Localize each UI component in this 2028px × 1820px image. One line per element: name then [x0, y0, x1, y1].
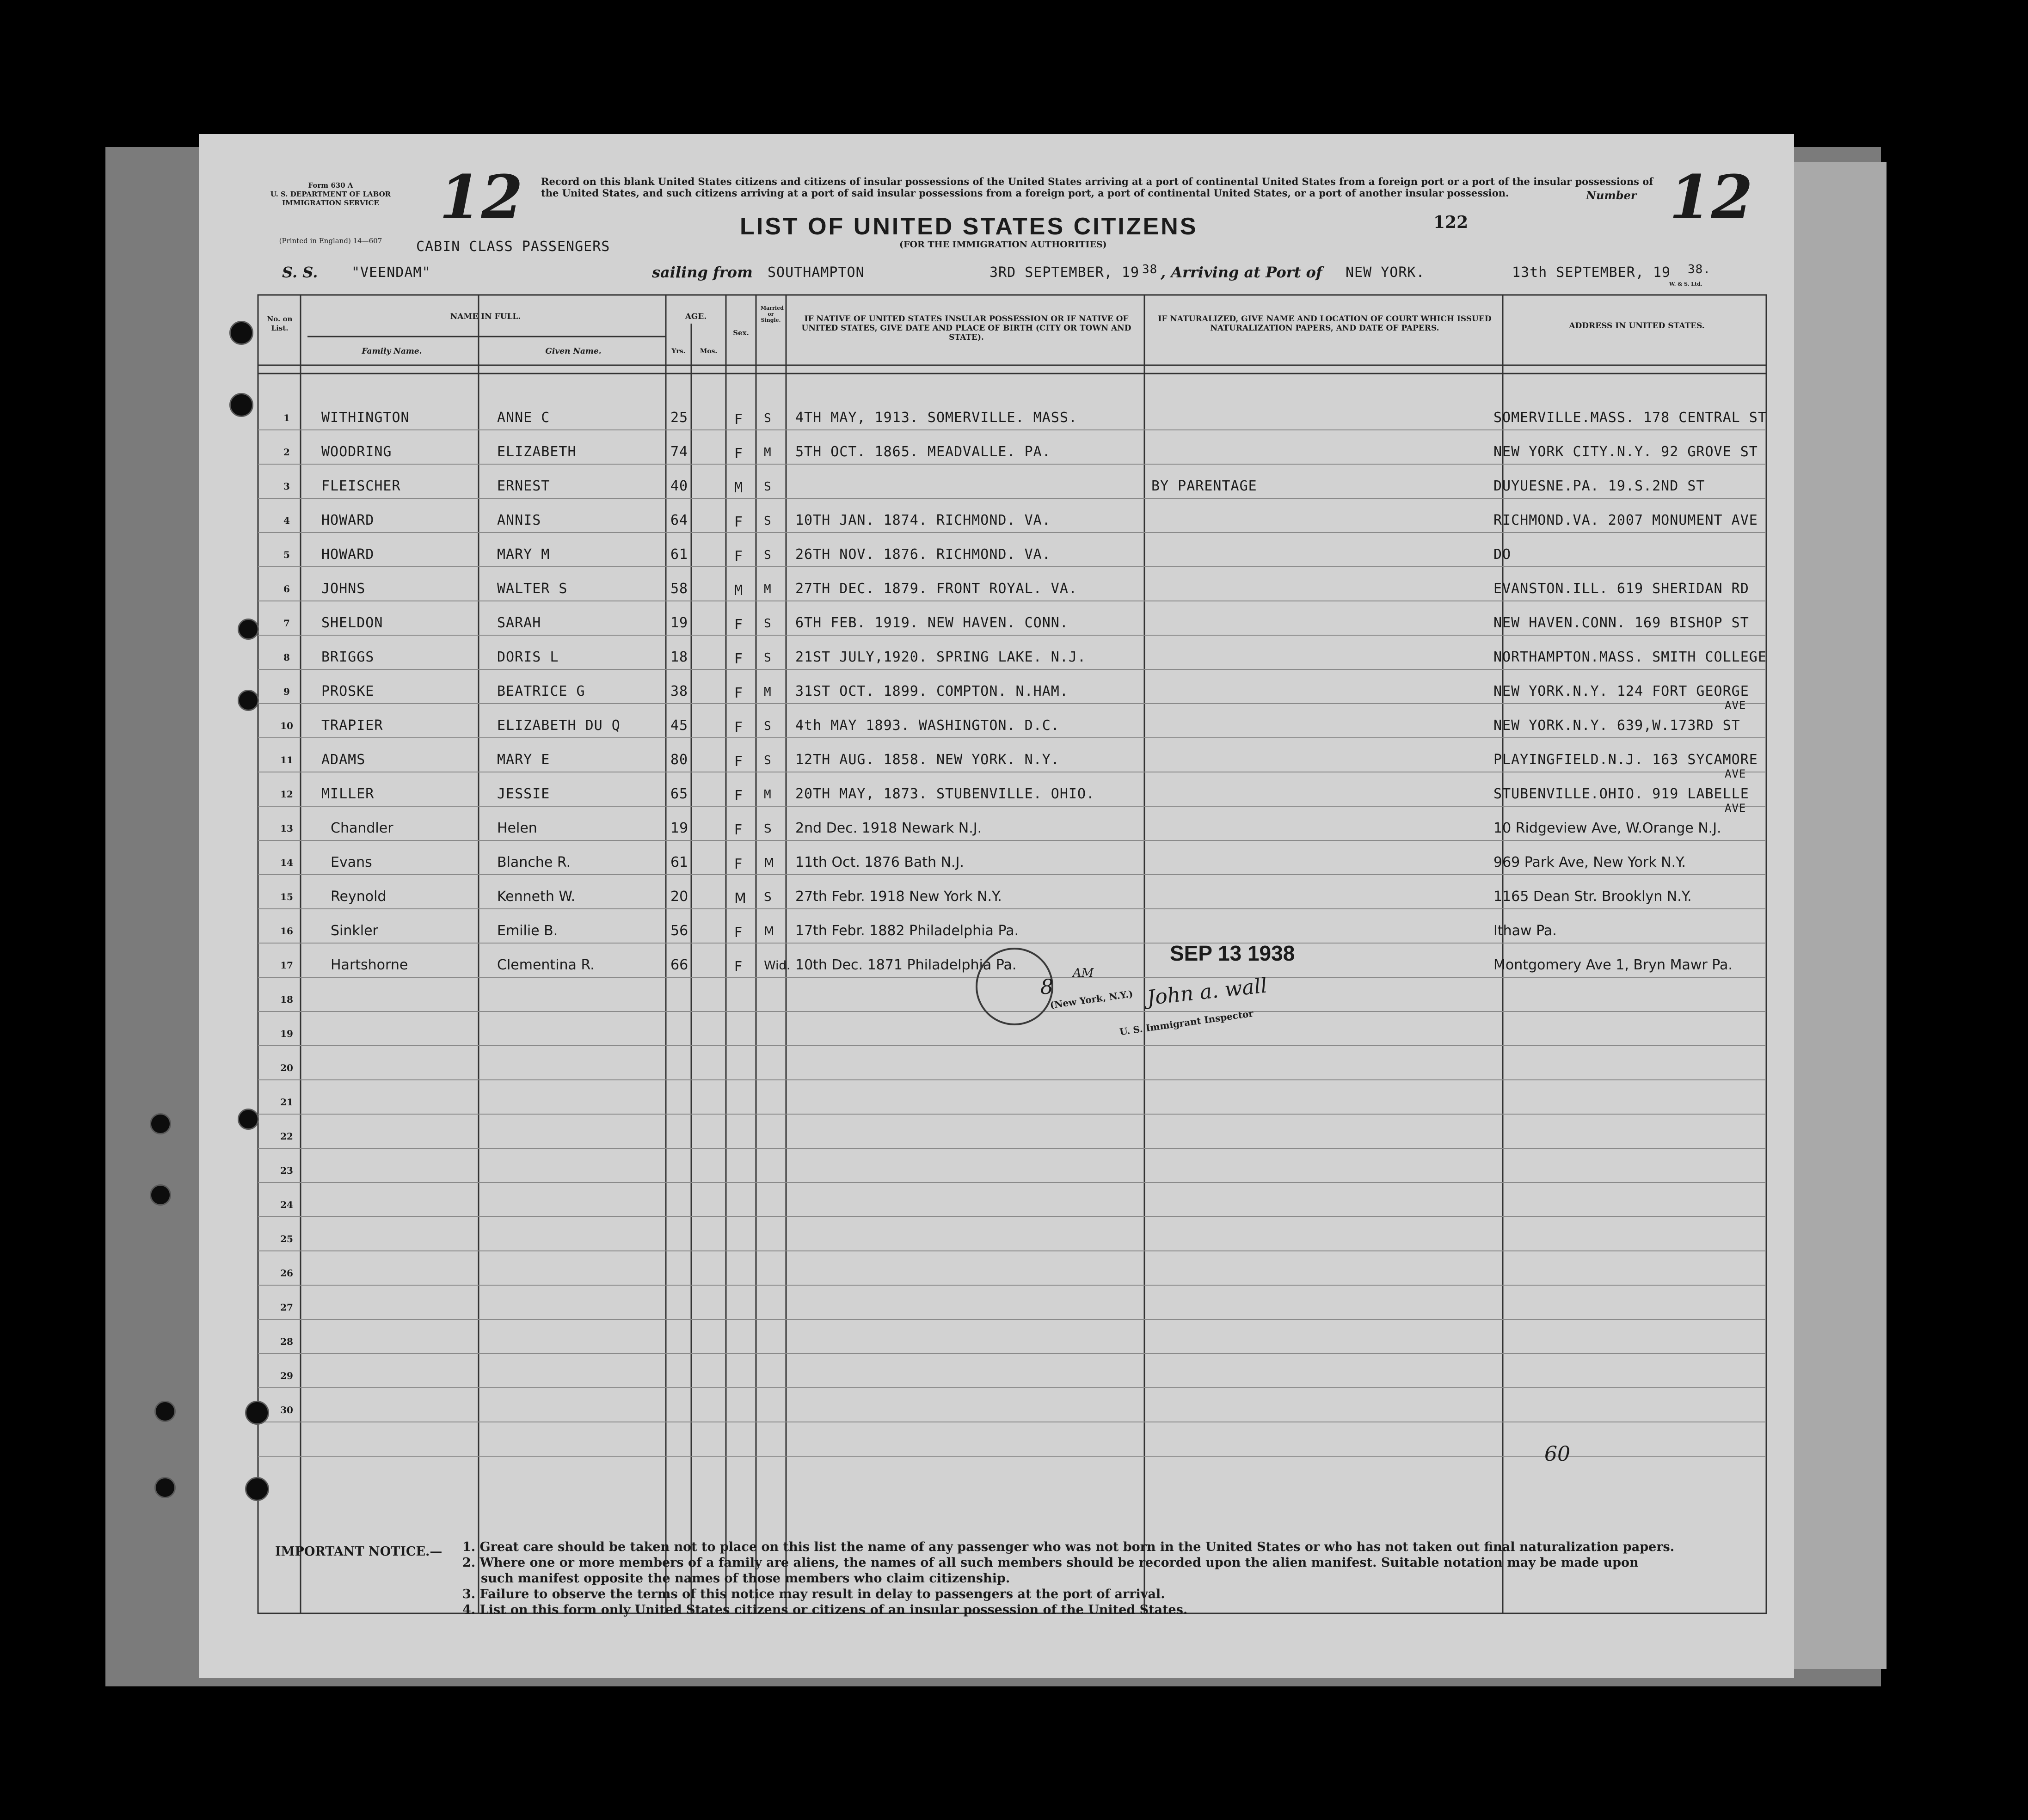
sailing-label: sailing from	[652, 264, 753, 281]
page-count: 122	[1433, 213, 1469, 232]
page-title: LIST OF UNITED STATES CITIZENS	[740, 213, 1198, 240]
arrival-year: 38.	[1688, 263, 1711, 276]
age-years: 64	[670, 512, 688, 528]
us-address: DO	[1493, 546, 1512, 563]
backing-strip	[1794, 162, 1887, 1669]
passenger-class: CABIN CLASS PASSENGERS	[416, 239, 610, 255]
us-address: NEW HAVEN.CONN. 169 BISHOP ST	[1493, 615, 1749, 631]
age-years: 66	[670, 957, 688, 973]
marital-status: M	[764, 446, 772, 460]
punch-hole	[154, 1401, 176, 1422]
us-address: Ithaw Pa.	[1493, 923, 1557, 939]
notice-item-3: 3. Failure to observe the terms of this notice may result in delay to passengers at the port of arrival.	[462, 1587, 1165, 1601]
us-address-cont: AVE	[1725, 699, 1746, 712]
marital-status: M	[764, 685, 772, 699]
us-address: SOMERVILLE.MASS. 178 CENTRAL ST	[1493, 410, 1767, 426]
family-name: Sinkler	[331, 923, 378, 939]
given-name: Emilie B.	[497, 923, 558, 939]
age-years: 45	[670, 717, 688, 734]
col-name-in-full: NAME IN FULL.	[450, 312, 521, 321]
row-number: 19	[280, 1028, 293, 1039]
manifest-page	[199, 134, 1794, 1678]
inspector-signature: John a. wall	[1146, 974, 1268, 1010]
col-years: Yrs.	[671, 348, 686, 355]
birth-date-place: 5TH OCT. 1865. MEADVALLE. PA.	[795, 444, 1051, 460]
birth-date-place: 2nd Dec. 1918 Newark N.J.	[795, 820, 982, 836]
row-number: 1	[283, 412, 290, 423]
notice-item-1: 1. Great care should be taken not to place on this list the name of any passenger who was not born in the United States or who has not taken out final naturalization papers.	[462, 1540, 1675, 1554]
departure-year: 38	[1142, 263, 1158, 276]
row-number: 2	[283, 447, 290, 458]
sex: F	[734, 959, 743, 975]
row-number: 20	[280, 1062, 293, 1073]
family-name: FLEISCHER	[321, 478, 401, 494]
given-name: MARY M	[497, 546, 550, 563]
birth-date-place: 26TH NOV. 1876. RICHMOND. VA.	[795, 546, 1051, 563]
given-name: BEATRICE G	[497, 683, 585, 699]
marital-status: S	[764, 548, 772, 562]
birth-date-place: 4TH MAY, 1913. SOMERVILLE. MASS.	[795, 410, 1077, 426]
page-subtitle: (FOR THE IMMIGRATION AUTHORITIES)	[899, 239, 1107, 250]
instructions: Record on this blank United States citizens and citizens of insular possessions of the United States arriving at a port of continental United States from a foreign port or a port of the insular possessions of the United States, and such citizens arriving at a port of said insular possessions from a foreign port, a port of continental United States, or a port of another insular possession.	[541, 176, 1653, 199]
row-number: 27	[280, 1302, 293, 1313]
punch-hole	[150, 1184, 171, 1206]
printer-mark: W. & S. Ltd.	[1669, 281, 1702, 287]
stamp-time: 8	[1040, 975, 1053, 999]
punch-hole	[229, 321, 253, 345]
us-address: STUBENVILLE.OHIO. 919 LABELLE	[1493, 786, 1749, 802]
marital-status: M	[764, 856, 774, 870]
birth-date-place: 21ST JULY,1920. SPRING LAKE. N.J.	[795, 649, 1087, 665]
punch-hole	[154, 1477, 176, 1498]
sex: F	[734, 822, 743, 838]
us-address-cont: AVE	[1725, 767, 1746, 780]
age-years: 18	[670, 649, 688, 665]
punch-hole	[229, 393, 253, 417]
arriving-label: , Arriving at Port of	[1161, 264, 1322, 281]
col-age: AGE.	[685, 312, 707, 321]
departure-date: 3RD SEPTEMBER, 19	[989, 264, 1140, 281]
marital-status: S	[764, 754, 772, 767]
age-years: 80	[670, 752, 688, 768]
birth-date-place: 10th Dec. 1871 Philadelphia Pa.	[795, 957, 1017, 973]
given-name: DORIS L	[497, 649, 559, 665]
sex: F	[734, 651, 744, 667]
punch-hole	[238, 690, 259, 711]
number-value: 12	[1669, 162, 1753, 233]
row-number: 23	[280, 1165, 293, 1176]
col-months: Mos.	[700, 348, 718, 355]
marital-status: M	[764, 788, 772, 802]
sex: M	[734, 582, 744, 599]
us-address: NEW YORK.N.Y. 124 FORT GEORGE	[1493, 683, 1749, 699]
birth-date-place: 31ST OCT. 1899. COMPTON. N.HAM.	[795, 683, 1069, 699]
marital-status: S	[764, 480, 772, 494]
given-name: Helen	[497, 820, 537, 836]
age-years: 19	[670, 820, 688, 836]
col-number: No. on List.	[267, 315, 293, 332]
birth-date-place: 17th Febr. 1882 Philadelphia Pa.	[795, 923, 1019, 939]
arrival-date: 13th SEPTEMBER, 19	[1512, 264, 1671, 281]
tally-mark: 60	[1544, 1442, 1570, 1466]
col-sex: Sex.	[733, 329, 749, 337]
family-name: WITHINGTON	[321, 410, 410, 426]
birth-date-place: 12TH AUG. 1858. NEW YORK. N.Y.	[795, 752, 1060, 768]
given-name: MARY E	[497, 752, 550, 768]
marital-status: S	[764, 890, 772, 904]
punch-hole	[245, 1401, 269, 1425]
marital-status: M	[764, 582, 772, 596]
family-name: PROSKE	[321, 683, 375, 699]
given-name: Kenneth W.	[497, 889, 576, 905]
us-address: 1165 Dean Str. Brooklyn N.Y.	[1493, 889, 1692, 905]
given-name: Blanche R.	[497, 854, 571, 870]
family-name: BRIGGS	[321, 649, 375, 665]
given-name: ELIZABETH	[497, 444, 577, 460]
notice-item-2-cont: such manifest opposite the names of those members who claim citizenship.	[481, 1571, 1010, 1586]
col-address: ADDRESS IN UNITED STATES.	[1569, 321, 1705, 331]
row-number: 4	[283, 515, 290, 526]
col-naturalized: IF NATURALIZED, GIVE NAME AND LOCATION OF COURT WHICH ISSUED NATURALIZATION PAPERS, AND DATE OF PAPERS.	[1158, 314, 1492, 333]
sex: F	[734, 925, 743, 941]
naturalization: BY PARENTAGE	[1151, 478, 1257, 494]
form-number: Form 630 A	[308, 181, 353, 190]
printed-note: (Printed in England) 14—607	[279, 237, 382, 245]
age-years: 61	[670, 546, 688, 563]
ss-label: S. S.	[282, 264, 318, 281]
given-name: SARAH	[497, 615, 541, 631]
col-birth: IF NATIVE OF UNITED STATES INSULAR POSSESSION OR IF NATIVE OF UNITED STATES, GIVE DATE AND PLACE OF BIRTH (CITY OR TOWN AND STATE).	[801, 314, 1131, 342]
row-number: 21	[280, 1097, 293, 1108]
given-name: Clementina R.	[497, 957, 595, 973]
marital-status: S	[764, 617, 772, 631]
family-name: Hartshorne	[331, 957, 408, 973]
col-married-single: Married or Single.	[761, 305, 784, 323]
family-name: Chandler	[331, 820, 393, 836]
ship-name: "VEENDAM"	[351, 264, 431, 281]
sex: F	[734, 446, 744, 462]
family-name: TRAPIER	[321, 717, 383, 734]
arrival-port: NEW YORK.	[1346, 264, 1425, 281]
family-name: Evans	[331, 854, 372, 870]
sex: F	[734, 411, 744, 428]
family-name: HOWARD	[321, 512, 375, 528]
age-years: 58	[670, 581, 688, 597]
row-number: 30	[280, 1404, 293, 1416]
sex: F	[734, 548, 744, 564]
birth-date-place: 6TH FEB. 1919. NEW HAVEN. CONN.	[795, 615, 1069, 631]
sex: M	[734, 890, 746, 907]
row-number: 18	[280, 994, 293, 1005]
family-name: SHELDON	[321, 615, 383, 631]
stamp-ampm: AM	[1073, 966, 1094, 980]
stamp-date: SEP 13 1938	[1170, 941, 1295, 965]
punch-hole	[238, 619, 259, 640]
row-number: 13	[280, 823, 293, 834]
family-name: Reynold	[331, 889, 387, 905]
marital-status: Wid.	[764, 959, 791, 973]
age-years: 25	[670, 410, 688, 426]
row-number: 3	[283, 481, 290, 492]
notice-heading: IMPORTANT NOTICE.—	[275, 1544, 442, 1559]
marital-status: M	[764, 925, 774, 938]
row-number: 7	[283, 618, 290, 629]
given-name: ERNEST	[497, 478, 550, 494]
us-address: Montgomery Ave 1, Bryn Mawr Pa.	[1493, 957, 1733, 973]
row-number: 26	[280, 1268, 293, 1279]
family-name: HOWARD	[321, 546, 375, 563]
row-number: 8	[283, 652, 290, 663]
marital-status: S	[764, 719, 772, 733]
us-address: DUYUESNE.PA. 19.S.2ND ST	[1493, 478, 1705, 494]
us-address: EVANSTON.ILL. 619 SHERIDAN RD	[1493, 581, 1749, 597]
notice-item-4: 4. List on this form only United States citizens or citizens of an insular possession of the United States.	[462, 1603, 1188, 1617]
us-address: NORTHAMPTON.MASS. SMITH COLLEGE	[1493, 649, 1767, 665]
service: IMMIGRATION SERVICE	[282, 199, 379, 207]
marital-status: S	[764, 411, 772, 425]
given-name: ELIZABETH DU Q	[497, 717, 621, 734]
row-number: 24	[280, 1199, 293, 1210]
row-number: 12	[280, 789, 293, 800]
us-address: NEW YORK.N.Y. 639,W.173RD ST	[1493, 717, 1740, 734]
age-years: 20	[670, 889, 688, 905]
row-number: 6	[283, 583, 290, 594]
birth-date-place: 27th Febr. 1918 New York N.Y.	[795, 889, 1002, 905]
us-address: RICHMOND.VA. 2007 MONUMENT AVE	[1493, 512, 1758, 528]
punch-hole	[245, 1477, 269, 1501]
birth-date-place: 20TH MAY, 1873. STUBENVILLE. OHIO.	[795, 786, 1095, 802]
sex: F	[734, 617, 744, 633]
age-years: 65	[670, 786, 688, 802]
given-name: JESSIE	[497, 786, 550, 802]
marital-status: S	[764, 822, 772, 836]
row-number: 22	[280, 1131, 293, 1142]
sex: F	[734, 856, 743, 872]
us-address: PLAYINGFIELD.N.J. 163 SYCAMORE	[1493, 752, 1758, 768]
stamp-place: (New York, N.Y.)	[1049, 988, 1134, 1011]
family-name: WOODRING	[321, 444, 392, 460]
row-number: 14	[280, 857, 293, 868]
punch-hole	[238, 1109, 259, 1130]
given-name: WALTER S	[497, 581, 568, 597]
notice-item-2: 2. Where one or more members of a family are aliens, the names of all such members should be recorded upon the alien manifest. Suitable notation may be made upon	[462, 1556, 1639, 1570]
row-number: 9	[283, 686, 290, 697]
sex: F	[734, 754, 744, 770]
row-number: 5	[283, 549, 290, 560]
birth-date-place: 10TH JAN. 1874. RICHMOND. VA.	[795, 512, 1051, 528]
age-years: 74	[670, 444, 688, 460]
marital-status: S	[764, 514, 772, 528]
given-name: ANNE C	[497, 410, 550, 426]
sex: F	[734, 514, 744, 530]
row-number: 11	[280, 754, 293, 766]
row-number: 25	[280, 1233, 293, 1244]
family-name: ADAMS	[321, 752, 366, 768]
us-address: 969 Park Ave, New York N.Y.	[1493, 854, 1686, 870]
us-address-cont: AVE	[1725, 802, 1746, 815]
punch-hole	[150, 1113, 171, 1134]
number-label: Number	[1586, 189, 1637, 202]
col-family-name: Family Name.	[362, 347, 422, 356]
given-name: ANNIS	[497, 512, 541, 528]
row-number: 15	[280, 891, 293, 902]
row-number: 28	[280, 1336, 293, 1347]
family-name: JOHNS	[321, 581, 366, 597]
age-years: 40	[670, 478, 688, 494]
age-years: 56	[670, 923, 688, 939]
age-years: 61	[670, 854, 688, 870]
family-name: MILLER	[321, 786, 375, 802]
birth-date-place: 11th Oct. 1876 Bath N.J.	[795, 854, 964, 870]
row-number: 10	[280, 720, 293, 731]
age-years: 19	[670, 615, 688, 631]
sex: F	[734, 719, 744, 735]
sex: F	[734, 788, 744, 804]
inspector-title: U. S. Immigrant Inspector	[1118, 1007, 1254, 1038]
col-given-name: Given Name.	[545, 347, 602, 356]
us-address: 10 Ridgeview Ave, W.Orange N.J.	[1493, 820, 1721, 836]
us-address: NEW YORK CITY.N.Y. 92 GROVE ST	[1493, 444, 1758, 460]
row-number: 16	[280, 925, 293, 937]
departure-port: SOUTHAMPTON	[768, 264, 865, 281]
sex: M	[734, 480, 744, 496]
department: U. S. DEPARTMENT OF LABOR	[270, 190, 391, 198]
age-years: 38	[670, 683, 688, 699]
sex: F	[734, 685, 744, 701]
marital-status: S	[764, 651, 772, 665]
birth-date-place: 4th MAY 1893. WASHINGTON. D.C.	[795, 717, 1060, 734]
birth-date-place: 27TH DEC. 1879. FRONT ROYAL. VA.	[795, 581, 1077, 597]
row-number: 29	[280, 1370, 293, 1381]
row-number: 17	[280, 960, 293, 971]
list-number-handwritten: 12	[439, 162, 523, 233]
